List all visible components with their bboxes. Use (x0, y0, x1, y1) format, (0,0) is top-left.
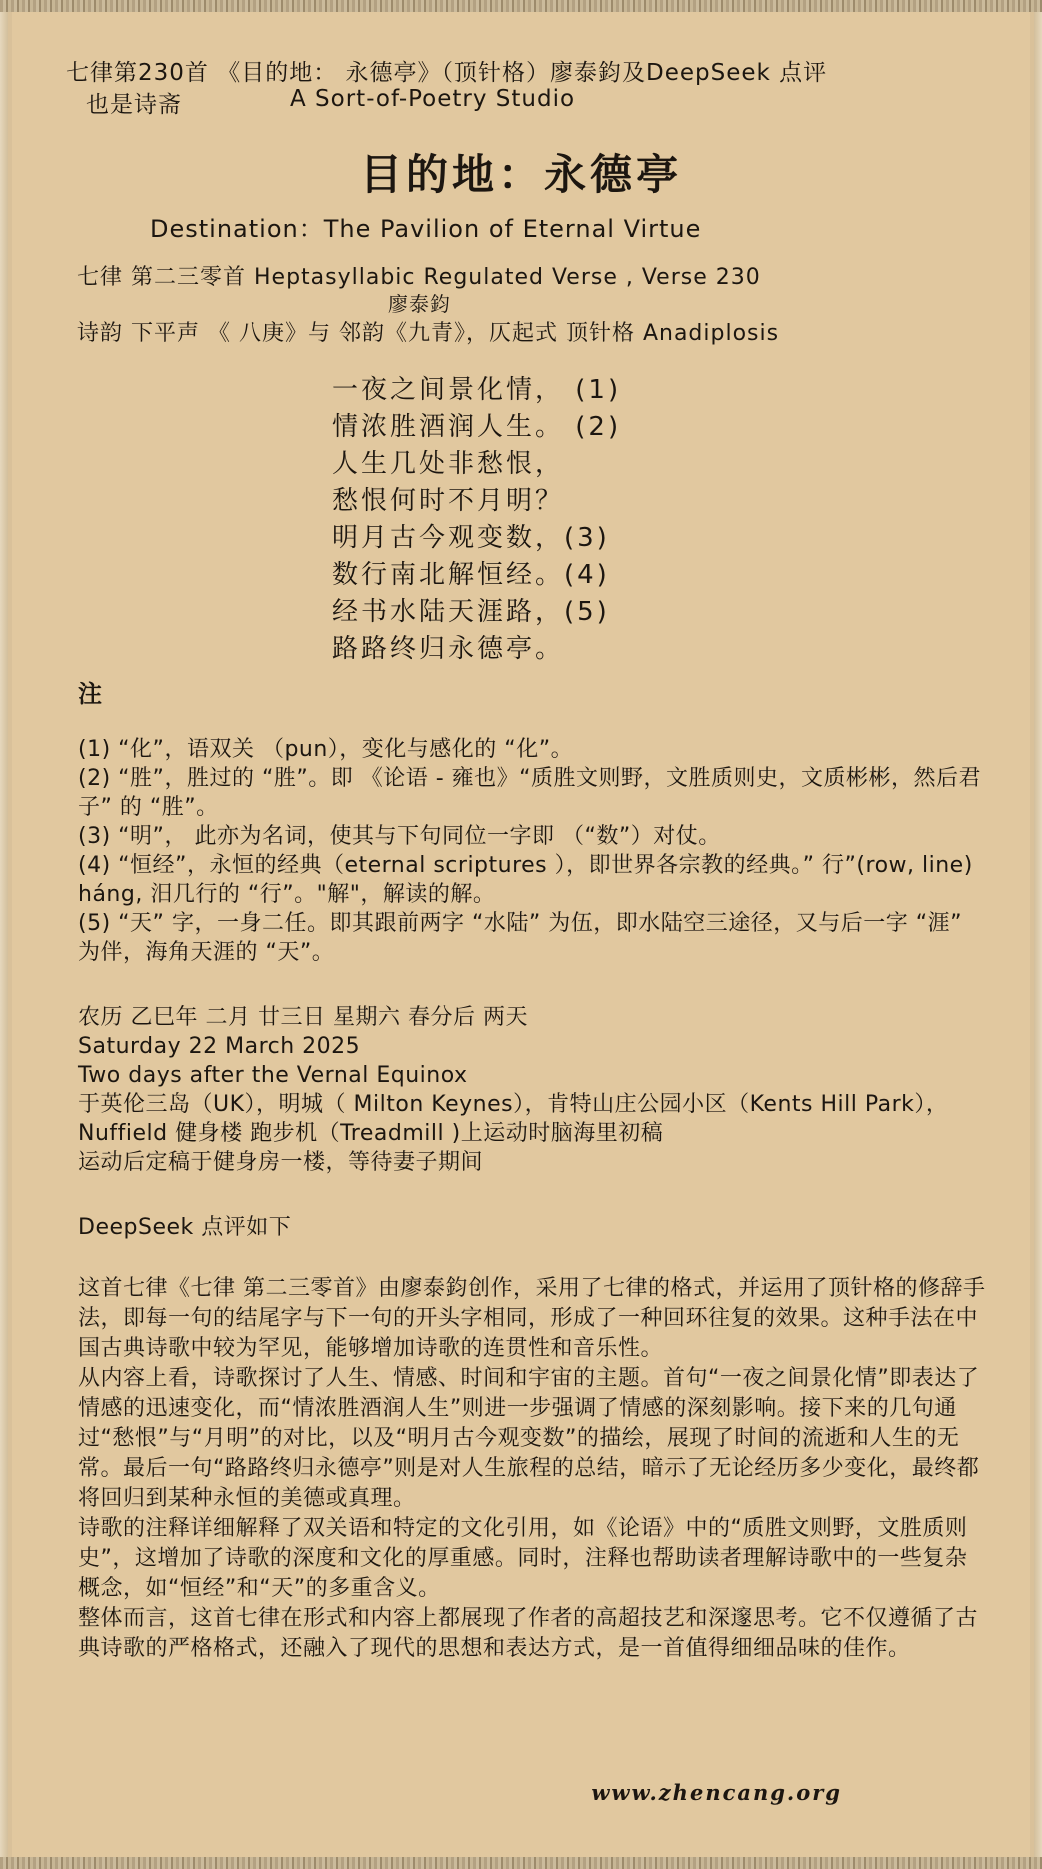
date-line: Two days after the Vernal Equinox (78, 1063, 468, 1088)
studio-name-cn: 也是诗斋 (86, 92, 182, 118)
note-item: (3) “明”， 此亦为名词，使其与下句同位一字即 （“数”）对仗。 (78, 824, 721, 849)
poem-line: 愁恨何时不月明？ (332, 486, 565, 516)
poem-line: 情浓胜酒润人生。 (2) (332, 412, 622, 442)
poem-body (332, 372, 621, 668)
review-heading: DeepSeek 点评如下 (78, 1215, 292, 1240)
author-name: 廖泰鈞 (388, 292, 451, 316)
poem-title: 目的地：永德亭 (359, 150, 682, 199)
location-line: 运动后定稿于健身房一楼，等待妻子期间 (78, 1150, 484, 1175)
poem-line: 路路终归永德亭。 (332, 634, 565, 664)
notes-heading: 注 (78, 680, 102, 708)
review-paragraph: 从内容上看，诗歌探讨了人生、情感、时间和宇宙的主题。首句“一夜之间景化情”即表达了情感的迅速变化，而“情浓胜酒润人生”则进一步强调了情感的深刻影响。接下来的几句通过“愁恨”与“月明”的对比，以及“明月古今观变数”的描绘，展现了时间的流逝和人生的无常。最后一句“路路终归永德亭”则是对人生旅程的总结，暗示了无论经历多少变化，最终都将回归到某种永恒的美德或真理。 (78, 1366, 980, 1511)
studio-name-en: A Sort-of-Poetry Studio (290, 86, 576, 112)
decorative-border-bottom (0, 1857, 1042, 1869)
decorative-border-left (0, 12, 8, 1857)
location-line: 于英伦三岛（UK），明城（ Milton Keynes），肯特山庄公园小区（Kents Hill Park），Nuffield 健身楼 跑步机（Treadmill )上运动时脑海里初稿 (78, 1092, 949, 1146)
review-paragraph: 诗歌的注释详细解释了双关语和特定的文化引用，如《论语》中的“质胜文则野，文胜质则史”，这增加了诗歌的深度和文化的厚重感。同时，注释也帮助读者理解诗歌中的一些复杂概念，如“恒经”和“天”的多重含义。 (78, 1516, 968, 1601)
poem-subtitle: Destination：The Pavilion of Eternal Virtue (150, 215, 702, 243)
date-location-block (78, 1003, 988, 1177)
decorative-border-right (1034, 12, 1042, 1857)
header-line: 七律第230首 《目的地： 永德亭》（顶针格）廖泰鈞及DeepSeek 点评 (66, 60, 828, 86)
date-line: 农历 乙巳年 二月 廿三日 星期六 春分后 两天 (78, 1005, 528, 1030)
decorative-border-top (0, 0, 1042, 12)
website-link[interactable]: www.zhencang.org (591, 1780, 842, 1805)
review-body (78, 1274, 988, 1664)
poem-line: 数行南北解恒经。(4) (332, 560, 610, 590)
poem-line: 经书水陆天涯路，(5) (332, 597, 610, 627)
note-item: (4) “恒经”，永恒的经典（eternal scriptures ），即世界各宗教的经典。” 行”(row, line) háng, 汨几行的 “行”。"解"，解读的解。 (78, 853, 973, 907)
date-line: Saturday 22 March 2025 (78, 1034, 361, 1059)
verse-info: 七律 第二三零首 Heptasyllabic Regulated Verse , Verse 230 (77, 265, 761, 290)
note-item: (5) “天” 字，一身二任。即其跟前两字 “水陆” 为伍，即水陆空三途径，又与后一字 “涯” 为伴，海角天涯的 “天”。 (78, 911, 963, 965)
note-item: (1) “化”，语双关 （pun），变化与感化的 “化”。 (78, 737, 574, 762)
notes-list (78, 735, 988, 967)
note-item: (2) “胜”，胜过的 “胜”。即 《论语 - 雍也》“质胜文则野，文胜质则史，文质彬彬，然后君子” 的 “胜”。 (78, 766, 982, 820)
review-paragraph: 这首七律《七律 第二三零首》由廖泰鈞创作，采用了七律的格式，并运用了顶针格的修辞手法，即每一句的结尾字与下一句的开头字相同，形成了一种回环往复的效果。这种手法在中国古典诗歌中较为罕见，能够增加诗歌的连贯性和音乐性。 (78, 1276, 986, 1361)
rhyme-info: 诗韵 下平声 《 八庚》与 邻韵《九青》，仄起式 顶针格 Anadiplosis (77, 321, 780, 346)
review-paragraph: 整体而言，这首七律在形式和内容上都展现了作者的高超技艺和深邃思考。它不仅遵循了古典诗歌的严格格式，还融入了现代的思想和表达方式，是一首值得细细品味的佳作。 (78, 1606, 979, 1661)
poem-line: 人生几处非愁恨， (332, 449, 565, 479)
poem-line: 一夜之间景化情， (1) (332, 375, 622, 405)
poem-line: 明月古今观变数，(3) (332, 523, 610, 553)
